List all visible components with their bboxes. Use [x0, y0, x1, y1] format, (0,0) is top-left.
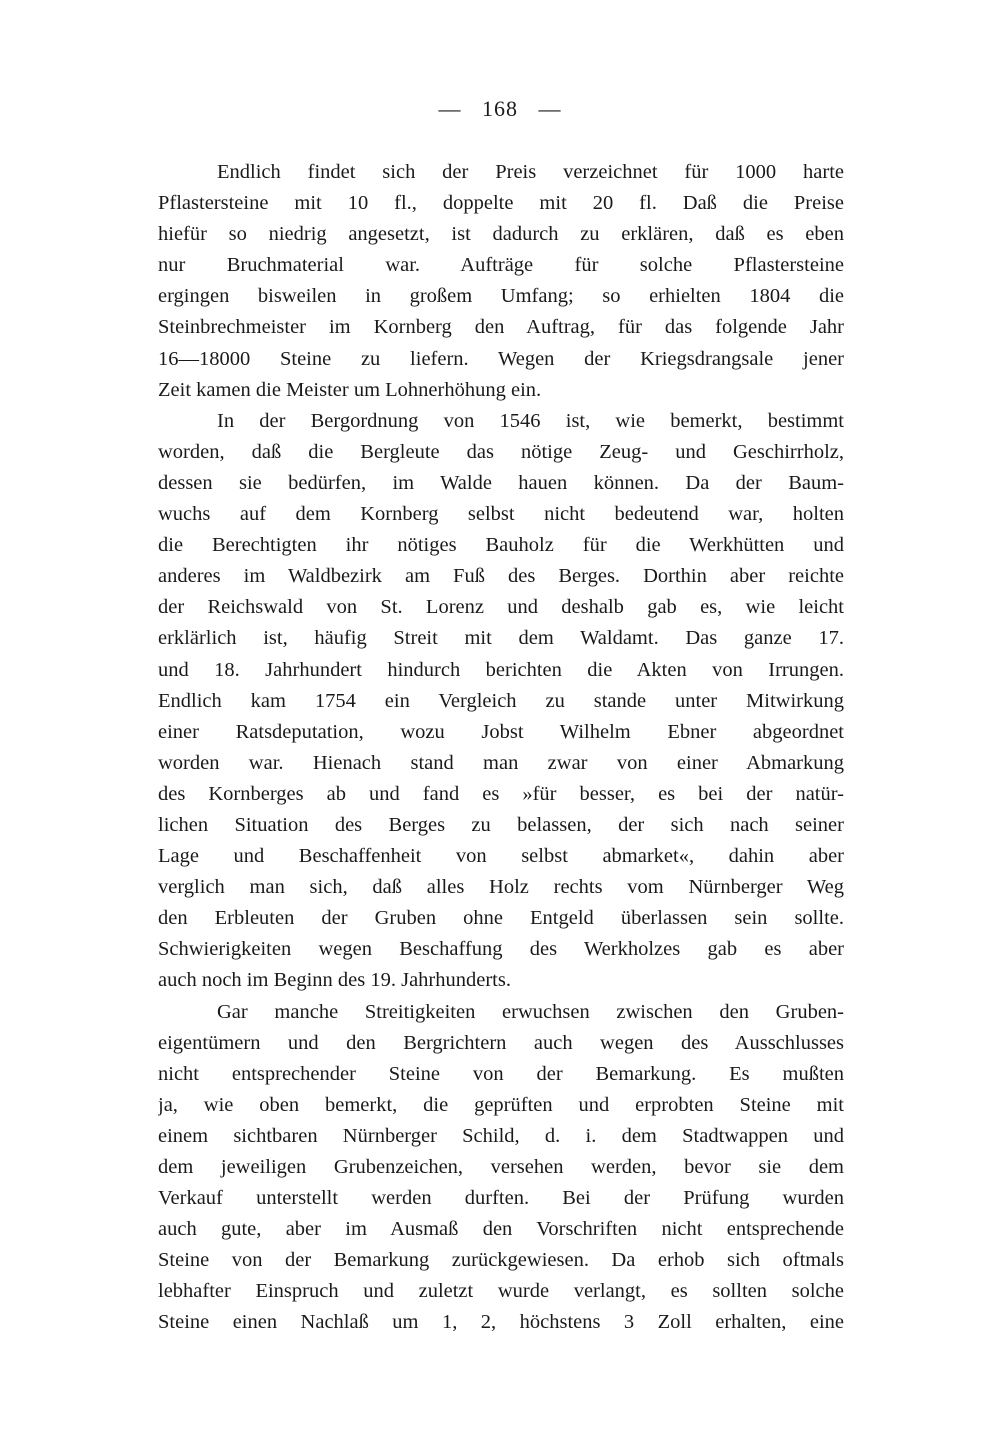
text-line: worden, daß die Bergleute das nötige Zeug- und Geschirrholz,: [158, 440, 844, 463]
text-line: Steine einen Nachlaß um 1, 2, höchstens 3 Zoll erhalten, eine: [158, 1311, 844, 1334]
text-line: lichen Situation des Berges zu belassen, der sich nach seiner: [158, 813, 844, 836]
text-line: Gar manche Streitigkeiten erwuchsen zwischen den Gruben-: [217, 1000, 844, 1023]
text-line: auch noch im Beginn des 19. Jahrhunderts.: [158, 969, 511, 992]
page-number: 168: [482, 96, 518, 121]
text-line: In der Bergordnung von 1546 ist, wie bemerkt, bestimmt: [217, 409, 844, 432]
text-line: hiefür so niedrig angesetzt, ist dadurch zu erklären, daß es eben: [158, 223, 844, 246]
text-line: Steine von der Bemarkung zurückgewiesen. Da erhob sich oftmals: [158, 1249, 844, 1272]
page-number-dash-right: —: [538, 96, 562, 121]
text-line: ja, wie oben bemerkt, die geprüften und erprobten Steine mit: [158, 1093, 844, 1116]
text-line: eigentümern und den Bergrichtern auch wegen des Ausschlusses: [158, 1031, 844, 1054]
text-line: Endlich kam 1754 ein Vergleich zu stande unter Mitwirkung: [158, 689, 844, 712]
text-line: erklärlich ist, häufig Streit mit dem Waldamt. Das ganze 17.: [158, 627, 844, 650]
text-line: Steinbrechmeister im Kornberg den Auftrag, für das folgende Jahr: [158, 316, 844, 339]
page-number-dash-left: —: [438, 96, 462, 121]
text-line: die Berechtigten ihr nötiges Bauholz für die Werkhütten und: [158, 534, 844, 557]
text-line: Zeit kamen die Meister um Lohnerhöhung ein.: [158, 378, 542, 401]
text-line: dem jeweiligen Grubenzeichen, versehen werden, bevor sie dem: [158, 1156, 844, 1178]
text-line: Pflastersteine mit 10 fl., doppelte mit 20 fl. Daß die Preise: [158, 192, 844, 215]
text-line: einer Ratsdeputation, wozu Jobst Wilhelm Ebner abgeordnet: [158, 720, 844, 743]
text-line: des Kornberges ab und fand es »für besser, es bei der natür-: [158, 782, 844, 805]
text-line: verglich man sich, daß alles Holz rechts vom Nürnberger Weg: [158, 876, 844, 899]
text-line: nicht entsprechender Steine von der Bemarkung. Es mußten: [158, 1062, 844, 1085]
text-line: Lage und Beschaffenheit von selbst abmarket«, dahin aber: [158, 845, 844, 868]
text-line: den Erbleuten der Gruben ohne Entgeld überlassen sein sollte.: [158, 907, 844, 930]
text-line: Endlich findet sich der Preis verzeichnet für 1000 harte: [217, 161, 844, 183]
text-line: einem sichtbaren Nürnberger Schild, d. i. dem Stadtwappen und: [158, 1124, 844, 1147]
text-line: wuchs auf dem Kornberg selbst nicht bedeutend war, holten: [158, 503, 844, 526]
text-line: lebhafter Einspruch und zuletzt wurde verlangt, es sollten solche: [158, 1280, 844, 1303]
text-line: anderes im Waldbezirk am Fuß des Berges. Dorthin aber reichte: [158, 565, 844, 588]
text-line: worden war. Hienach stand man zwar von einer Abmarkung: [158, 751, 844, 774]
text-line: der Reichswald von St. Lorenz und deshalb gab es, wie leicht: [158, 596, 844, 619]
text-line: nur Bruchmaterial war. Aufträge für solche Pflastersteine: [158, 254, 844, 277]
text-line: ergingen bisweilen in großem Umfang; so erhielten 1804 die: [158, 285, 844, 308]
text-line: dessen sie bedürfen, im Walde hauen können. Da der Baum-: [158, 471, 844, 494]
page-header: [0, 96, 1000, 122]
body-text: [158, 157, 844, 1339]
text-line: Schwierigkeiten wegen Beschaffung des Werkholzes gab es aber: [158, 938, 844, 961]
text-line: auch gute, aber im Ausmaß den Vorschriften nicht entsprechende: [158, 1218, 844, 1241]
text-line: Verkauf unterstellt werden durften. Bei der Prüfung wurden: [158, 1187, 844, 1210]
text-line: 16—18000 Steine zu liefern. Wegen der Kriegsdrangsale jener: [158, 347, 844, 370]
text-line: und 18. Jahrhundert hindurch berichten die Akten von Irrungen.: [158, 658, 844, 681]
